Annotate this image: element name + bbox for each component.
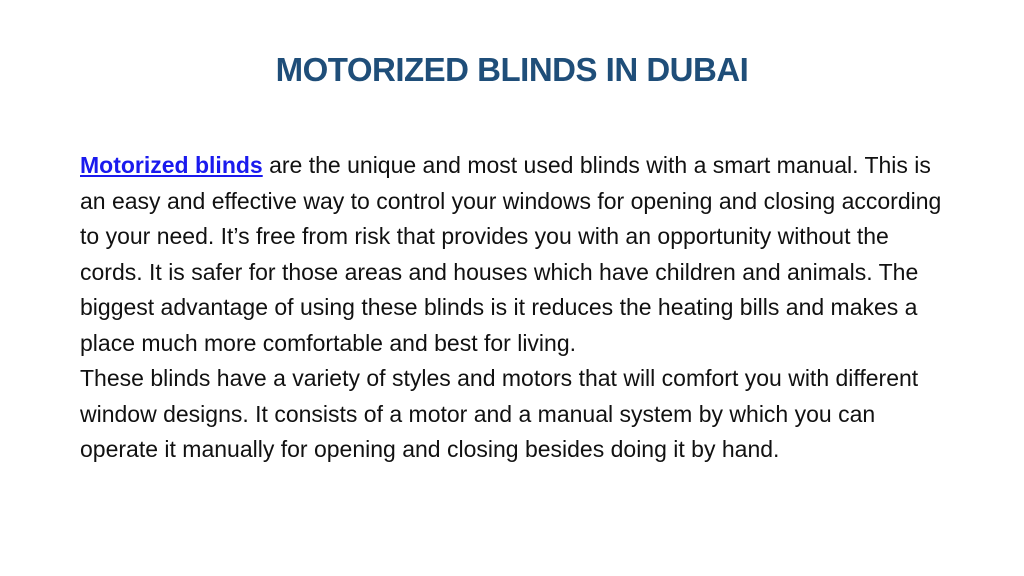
body-text [80, 148, 950, 468]
page-title: MOTORIZED BLINDS IN DUBAI [275, 51, 749, 88]
paragraph-first-text: are the unique and most used blinds with a smart manual. This is an easy and effective way to control your windows for opening and closing according to your need. It’s free from risk that provides you with an opportunity without the cords. It is safer for those areas and houses which have children and animals. The biggest advantage of using these blinds is it reduces the heating bills and makes a place much more comfortable and best for living. [80, 152, 942, 356]
motorized-blinds-link[interactable]: Motorized blinds [80, 152, 263, 178]
paragraph-second: These blinds have a variety of styles and motors that will comfort you with different window designs. It consists of a motor and a manual system by which you can operate it manually for opening and closing besides doing it by hand. [80, 365, 919, 462]
paragraph-first [80, 148, 950, 361]
